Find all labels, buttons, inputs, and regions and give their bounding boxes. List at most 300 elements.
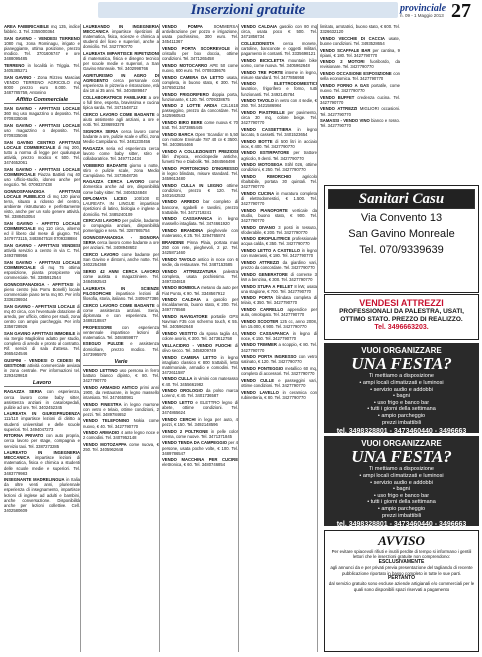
ad-headline: VENDO CULLA: [162, 376, 193, 382]
ad-text: in legno con materassi, € 180. Tel. 3427790770: [241, 248, 317, 259]
ad-text: in vimini con materasso € 40. Tel. 3455661982: [162, 376, 238, 387]
ad-headline: VENDO POMPA: [162, 24, 203, 29]
ad-text: cerca personale con esperienza in pizzeria e ristorazione, età dai 18 ai 35 anni. Tel. 3404589847: [83, 78, 159, 94]
classified-ad: [83, 252, 159, 267]
ad-headline: AREA FABBRICABILE: [4, 24, 49, 29]
classified-ad: [162, 285, 238, 295]
avviso-text: dal servizio gratuito sono escluse aziende artigianali e/o commerciali per le quali sono disponibili spazi riservati a pagamento: [328, 581, 475, 592]
ad-text: C2L1618 passeggino, prezzo da concordare. Tel. 3425960543: [162, 103, 238, 119]
ad-text: o aiuto assistente agli anziani, a ore e notti. Tel. 3286893378: [83, 111, 159, 128]
festa-intro: Ti mettiamo a disposizione: [369, 466, 434, 472]
ad-headline: VENDO 2 MOTORI: [320, 59, 365, 65]
classified-ad: [162, 63, 238, 73]
ad-headline: RAGAZZA: [83, 145, 104, 151]
ad-headline: VENDO LETTINO: [83, 367, 118, 373]
classified-ad: [4, 411, 80, 431]
ad-headline: VENDO LETTO: [162, 400, 193, 406]
ad-headline: VENDO MOTOCARRO: [162, 62, 208, 68]
ad-text: a gasolio per riscaldamento, buono stato, € 200. Tel. 3497778568: [162, 297, 238, 313]
ad-text: primi anni 1900, da restaurare, in legno massello intarsiato. Tel. 3474650981: [83, 384, 159, 400]
column-rule: [159, 24, 160, 652]
classified-ad: [83, 95, 159, 110]
ad-text: portatile, come nuovo. Tel. 3427790770: [320, 82, 400, 93]
ad-headline: RAGAZZA CERCA LAVORO: [83, 179, 145, 185]
ad-text: in lega per auto, 4 pezzi, € 150. Tel. 3492148596: [162, 416, 238, 427]
ad-headline: SAN GAVINO AFFITTASI IMMOBILE: [4, 330, 76, 336]
classified-ad: [241, 307, 317, 317]
ad-text: 360 mq uso magazzino o deposito. Tel. 0709335046: [4, 111, 80, 122]
ad-headline: VENDO ATTREZZATURA: [162, 268, 217, 274]
ad-text: antico in noce con 6 sedie, da restaurare. Tel. 3487153585: [162, 256, 238, 267]
ad-headline: CERCASI LAVORO: [83, 218, 121, 224]
vendesi-title: VENDESI ATTREZZI: [359, 298, 444, 308]
ad-text: con vetro satinato, € 120. Tel. 3427790770: [241, 354, 317, 365]
classified-ad: [241, 225, 317, 235]
ad-text: 125 cc, anno 2008, km 15.000, € 900. Tel. 3427790770: [241, 318, 317, 329]
classified-ad: [241, 378, 317, 388]
classified-ad: [241, 110, 317, 125]
classified-ad: [83, 269, 159, 284]
avviso-title: AVVISO: [378, 533, 425, 548]
ad-text: APE 50 come nuovo, 600 euro. Tel. 0709338676: [162, 62, 238, 73]
ad-headline: VENDO SCOOTER: [241, 318, 279, 324]
classified-ad: [4, 304, 80, 329]
ad-text: bar completo di bancone, sgabelli e tavolini, prezzo trattabile. Tel. 3471719241: [162, 199, 238, 215]
ad-text: uso persona in ferro battuto bianco dipinto, € 80. Tel. 3427790770: [83, 367, 159, 383]
festa-item: • bagni: [393, 486, 410, 493]
ad-headline: SAN GAVINO - AFFITTASI VENDESI: [4, 243, 80, 248]
classified-ad: [83, 73, 159, 93]
ads-column-1: [4, 24, 80, 652]
ad-text: Piazza Battisti mq 40 uso ufficio-studio, idoneo anche per negozio. Tel. 0709337438: [4, 172, 80, 188]
ad-text: per 4 persone, usata poche volte, € 100. Tel. 3489786547: [162, 440, 238, 456]
ad-headline: DIPLOMATA LICEO: [83, 196, 127, 202]
classified-ad: [241, 162, 317, 172]
ad-text: a scoppio, € 80. Tel. 3427790770: [241, 342, 317, 353]
classified-ad: [162, 400, 238, 415]
column-rule: [80, 24, 81, 652]
ad-text: professionale acqua calda, € 350. Tel. 3427790770: [241, 236, 317, 247]
vendesi-attrezzi-ad: [324, 294, 479, 340]
ad-text: di mq 40 circa, con l'eventuale dotazione di arredo, per ufficio, ottimo per studi, zona centro con ampio parcheggio. Per info 3356728926: [4, 303, 80, 330]
ad-text: seria ed esperienza cerca lavoro come baby sitter, stiro e collaboratrice. Tel. 3497712434: [83, 145, 159, 161]
classified-ad: [4, 75, 80, 95]
festa-items: [324, 473, 479, 519]
ad-headline: VENDO FORNO A GAS: [320, 82, 369, 88]
classified-ad: [320, 95, 400, 105]
festa-item: • servizio audio e addobbi: [370, 386, 433, 393]
ad-text: con esperienza, cerca lavoro come baby sitter, assistenza anziani in casa/ospedali, pulizie ad ore. Tel. 3402452345: [4, 389, 80, 410]
ad-headline: VENDO 2 LOTTE ARDIA: [162, 103, 218, 109]
ad-text: in legno marrone con vetro e telaio, ottime condizioni, 2 pezzi. Tel. 3489784652: [83, 401, 159, 417]
ad-headline: CERCO LAVORO: [83, 251, 119, 257]
ad-text: doppia porta, funzionante, € 120. Tel. 0709338675: [162, 91, 238, 102]
ad-text: di olivo secco. Tel. 3458209749: [162, 342, 238, 353]
ad-headline: VENDO PIANOFORTE: [241, 207, 288, 213]
ad-headline: VENDO LETTO A CASTELLO: [241, 248, 301, 254]
classified-ad: [83, 303, 159, 323]
ad-headline: VENDO CASSAPANCA: [162, 216, 213, 222]
ad-headline: VENDO ARMADIO ANTICO: [83, 384, 138, 390]
ad-headline: VENDO STUFA A PELLET: [241, 283, 293, 289]
classified-ad: [162, 199, 238, 214]
classified-ad: [4, 189, 80, 220]
ad-text: mq 135, indice fabbric. 3. Tel. 3355000364: [4, 24, 80, 35]
ad-headline: GONNOSFANADIGA - SIGNORA SERIA: [83, 235, 159, 246]
avviso-text: agli annunci da e per privati previa presentazione del tagliando di recente pubblicazione riportato in basso completo in tutte le sue parti.: [330, 565, 473, 576]
ad-text: cerca monete, cartoline, banconote e oggetti militari, pagamento in contanti. Tel. 3335698121: [241, 40, 317, 57]
classified-ad: [83, 402, 159, 417]
ad-headline: VENDO OCCASIONE ESPOSIZIONE: [320, 71, 392, 77]
classified-ad: [4, 433, 80, 448]
classified-ad: [241, 295, 317, 305]
ad-text: con auto propria, cerca lavoro per stage, compagnia e servizio taxi. Tel. 3387273285: [4, 433, 80, 449]
ad-headline: VOBBERO BADANTE: [83, 162, 128, 168]
sanitari-address: Via Convento 13: [360, 212, 443, 224]
festa-item: • ampi locali climatizzati e luminosi: [359, 473, 444, 479]
ad-text: in legno laccato, 5 cassetti. Tel. 3401523654: [241, 126, 317, 137]
avviso-emphasis: ESCLUSIVAMENTE: [378, 558, 425, 565]
ad-headline: VENDO ARMADIO: [83, 430, 120, 436]
ad-headline: VENDO GENERATORE: [241, 271, 288, 277]
ad-headline: VENDO CULLA IN LEGNO: [162, 182, 223, 188]
classified-ad: [162, 355, 238, 375]
ads-column-3: [162, 24, 238, 652]
ad-text: per trattore agricolo, 9 denti. Tel. 3427790770: [241, 150, 317, 161]
vendesi-line: OTTIMO STATO. PREZZO DI REALIZZO.: [340, 316, 463, 323]
ad-headline: VENDO VESTITO: [162, 330, 198, 336]
ad-headline: VENDO NAVIGATORE: [162, 314, 208, 320]
classified-ad: [83, 385, 159, 400]
ad-headline: VENDO CAMERA LETTO: [162, 354, 217, 360]
festa-item: • ampi locali climatizzati e luminosi: [359, 380, 444, 386]
ad-headline: VENDO CERCHI: [162, 416, 196, 422]
ad-headline: VENDO BICICLETTA: [241, 57, 285, 63]
ad-headline: VENDO TAVOLO: [162, 256, 196, 262]
festa-title: UNA FESTA?: [351, 354, 452, 373]
ad-headline: CERCO LAVORO COME BADANTE: [83, 111, 155, 117]
ad-text: fuoribordo, da revisionare. Tel. 3427790770: [320, 59, 400, 70]
ad-text: come nuova, € 250. Tel. 3405962648: [83, 442, 159, 453]
ad-text: in via Sergio Magliolino adatto per studio, completo di arredo e pronto al contratto. Rif. servizi di sala d'attesa. Tel. 3665424546: [4, 330, 80, 357]
vendesi-line: PROFESSIONALI DA PALESTRA, USATI,: [339, 308, 464, 315]
festa-item: • tutti i giorni della settimana: [367, 406, 436, 413]
ad-text: di mq 200, tutto a norma di legge per qualunque attività, prezzo modico € 500. Tel. 3474652061: [4, 144, 80, 166]
ad-text: limitato, arrotatrici, buono stato, € 600. Tel. 3326632120: [320, 24, 400, 35]
ad-headline: CERCO LAVORO COME BADANTE: [83, 302, 155, 308]
classified-ad: [241, 208, 317, 223]
ad-text: - Zona Rizzeu Mascias VENDO TERRENO AGRICOLO mq 8000 prezzo euro 8.000. Tel. 3487785759, Antonino: [4, 74, 80, 95]
classified-ad: [4, 282, 80, 302]
classified-ad: [4, 358, 80, 378]
classified-ad: [4, 450, 80, 475]
classified-ad: [320, 118, 400, 128]
classified-ad: [241, 24, 317, 39]
ad-text: usate, buone condizioni. Tel. 3493528654: [320, 35, 400, 46]
ad-text: come badante per San Gavino e dintorni, anche notte. Tel. 3402254368: [83, 251, 159, 268]
ad-text: attività servizio a centro in via C. Tel. 3493788956: [4, 248, 80, 259]
classified-ad: [4, 243, 80, 258]
ad-text: e assistenza domiciliare, prezzo modico. Tel. 3473995970: [83, 341, 159, 357]
sanitari-phone: Tel. 070/9339639: [359, 244, 444, 256]
ad-text: da sposa taglia 44, colore avorio, € 300. Tel. 3473612758: [162, 330, 238, 342]
classified-ad: [241, 272, 317, 282]
classified-ad: [4, 63, 80, 73]
ad-text: in legno massello intagliata. Tel. 3474661920: [162, 216, 238, 227]
ad-text: con esperienza ventennale impartisce lezioni di matematica. Tel. 3484659877: [83, 324, 159, 340]
ad-headline: VENDO OROLOGIO: [162, 388, 203, 394]
classified-ad: [320, 106, 400, 116]
classified-ad: [320, 24, 400, 34]
ad-headline: VENDO LAVELLO: [241, 389, 279, 395]
ad-headline: ESEGUO PULIZIE: [83, 341, 124, 347]
ad-headline: SIGNORA SERIA: [83, 128, 119, 134]
ad-headline: SAN GAVINO CENTRO AFFITTASI LOCALE COMMERCIALE: [4, 139, 80, 150]
festa-headline: VUOI ORGANIZZARE: [361, 439, 442, 448]
festa-item: • tutti i giorni della settimana: [367, 499, 436, 506]
ad-text: con sella economica. Tel. 3427790770: [320, 71, 400, 82]
classified-ad: [241, 236, 317, 246]
festa-ad: [324, 436, 479, 529]
classified-ad: [4, 221, 80, 241]
ad-headline: SAN GAVINO: [4, 74, 32, 80]
festa-phones: tel. 3498328801 - 3473460440 - 3496663: [336, 521, 467, 529]
ad-headline: VENDO TENDA DA CAMPEGGIO: [162, 440, 228, 446]
classified-ad: [4, 36, 80, 61]
ad-text: cerca lavoro come badante a ore, pulizie scale e uffici, zona Medio Campidano. Tel. 3481230456: [83, 128, 159, 144]
classified-ad: [241, 260, 317, 270]
ad-headline: BRANDINE: [162, 239, 185, 245]
section-title: Inserzioni gratuite: [190, 2, 306, 18]
classified-ad: [241, 98, 317, 108]
sanitari-title: Sanitari Casu: [328, 189, 475, 209]
ad-headline: VENDO BRANDINA: [162, 228, 204, 234]
ad-text: credenza cucina. Tel. 3427790770: [320, 94, 400, 105]
classified-ad: [241, 58, 317, 68]
ad-headline: VENDO FINESTRA: [83, 401, 122, 407]
festa-items: [324, 380, 479, 426]
ad-text: come domestica anche ad ore, disponibilità come baby sitter. Tel. 3404524848: [83, 179, 159, 195]
ad-headline: VENDO ATTREZZI: [320, 106, 358, 112]
ad-headline: VENDO PIASTRELLE: [241, 109, 285, 115]
ad-headline: VENDO MACCHINA PER CUCIRE: [162, 457, 238, 463]
classified-ad: [241, 174, 317, 189]
classified-ad: [162, 440, 238, 455]
ad-headline: VENDO DIVANO: [241, 224, 276, 230]
sanitari-casu-ad: [324, 185, 479, 293]
ad-headline: TERRENO: [4, 62, 25, 68]
sanitari-city: San Gavino Monreale: [348, 228, 455, 240]
festa-item: prezzi imbattibili: [381, 512, 422, 519]
ad-headline: VELLACIDRO - VENDO FUOCHI: [162, 342, 232, 348]
ad-headline: AGRITURISMO IN AGRO DI AGRIGENTO: [83, 73, 159, 84]
ad-headline: LAUREATA IMPARTISCE RIPETIZIONI: [83, 51, 159, 57]
ad-headline: VENDO BARCA: [162, 131, 194, 137]
ad-headline: VENDO VECCHIE DI CACCIA: [320, 35, 385, 41]
ad-headline: VENDO ARREDO: [162, 199, 200, 205]
classified-ad: [162, 216, 238, 226]
classified-ad: [162, 183, 238, 198]
ad-headline: LAUREANDO IN INGEGNERIA MECCANICA: [83, 24, 159, 35]
ad-text: in legno blindato, misure standard. Tel. 3459613480: [162, 170, 238, 181]
classified-ad: [162, 228, 238, 238]
ad-text: per pulizie, badante o compagnia anziani, disponibilità pomeriggio e sera. Tel. 3287865754: [83, 218, 159, 234]
avviso-emphasis: PERTANTO: [387, 575, 416, 582]
ad-text: appendice per auto, omologato. Tel. 3427790770: [241, 307, 317, 318]
classified-ad: [83, 129, 159, 144]
ad-headline: VENDO MOTOSEGA: [241, 162, 283, 168]
classified-ad: [83, 112, 159, 127]
festa-intro: Ti mettiamo a disposizione: [369, 373, 434, 379]
classified-ad: [83, 179, 159, 194]
ad-headline: VENDO CAMERA DA LETTO: [162, 74, 224, 80]
ad-text: impartisce lezioni di filosofia, storia, italiano. Tel. 3409477386: [83, 290, 159, 301]
ad-text: attività commerciale avviata in zona centrale. Per informazioni tel. 3293429818: [4, 363, 80, 379]
ad-headline: SAN GAVINO - AFFITTASI LOCALE: [4, 303, 76, 309]
classified-ad: [241, 354, 317, 364]
classified-ad: [320, 36, 400, 46]
classified-ad: [4, 260, 80, 280]
ad-headline: LAUREATA IN SCIENZE FILOSOFICHE: [83, 285, 159, 296]
ad-text: da giardino vari, prezzo da concordare. Tel. 3427790770: [241, 259, 317, 271]
ad-text: SOMMERSA antivibrazione per pozzo e irrigazione, usata pochissimo, 300 euro. Tel. 345411367: [162, 24, 238, 45]
classified-ad: [83, 51, 159, 71]
festa-item: • servizio audio e addobbi: [370, 479, 433, 486]
classified-ad: [83, 418, 159, 428]
ad-text: elettronica, € 60. Tel. 3480746854: [162, 462, 226, 468]
ad-headline: SAN GAVINO - AFFITTO LOCALE COMMERCIALE: [4, 221, 80, 232]
ad-text: 3 posti in tessuto, sfoderabile, € 200. Tel. 3427790770: [241, 224, 317, 235]
ad-text: come nuova € 70 tratt. Tel. 3473865445: [162, 120, 238, 131]
ad-headline: VENDO MOTOZAPPA: [83, 442, 127, 447]
classified-ad: [83, 341, 159, 356]
ad-text: in legno di noce, € 150. Tel. 3427790770: [241, 330, 317, 341]
classified-ad: [162, 75, 238, 90]
ad-headline: VENDO PONTEGGIO: [241, 365, 284, 371]
classified-ad: [83, 430, 159, 440]
avviso-text: Per evitare spiacevoli rifiuti e inutili perdite di tempo si informano i gentili lettori che le inserzioni gratuite non comprendono:: [331, 549, 472, 560]
classified-ad: [162, 343, 238, 353]
ad-text: giorno o notte, stiro e pulizie scale, zona Medio Campidano. Tel. 3473648726: [83, 162, 159, 178]
ads-column-5: [320, 24, 400, 204]
ad-headline: VENDO CULLE: [241, 377, 275, 383]
ad-headline: SAN GAVINO - AFFITTASI LOCALE COMMERCIALE: [4, 166, 80, 177]
ad-text: Open 'Scandia' m 5,50 con motore Envirude 787 40 cv € 3500. Tel. 3403654466: [162, 131, 238, 148]
ad-headline: SERIO 42 ANNI CERCA LAVORO: [83, 268, 159, 274]
ad-text: 8 kW, usata una stagione, € 700. Tel. 3427790770: [241, 283, 317, 294]
ad-text: di mq 75 ottima esposizione, pianta prospicente via commerciale. Tel. 3385912544: [4, 264, 80, 281]
section-heading: Affitto Commerciale: [4, 98, 80, 104]
ads-column-4: [241, 24, 317, 652]
ad-text: in vetro con 4 sedie, € 250. Tel. 3421586984: [241, 98, 317, 109]
page-number: 27: [451, 0, 471, 22]
ad-headline: VENDO FRIGORIFERO: [162, 91, 209, 97]
ad-text: cerca lavoro come badante a ore per anziani. Tel. 3408948602: [83, 240, 159, 251]
ad-headline: VENDO TRIMMER: [241, 342, 277, 348]
section-heading: Lavoro: [4, 381, 80, 387]
classified-ad: [241, 191, 317, 206]
classified-ad: [162, 297, 238, 312]
classified-ad: [162, 132, 238, 147]
classified-ad: [162, 46, 238, 61]
ad-text: come autista o magazziniere. Tel. 3484592543: [83, 273, 159, 285]
ad-headline: VENDO CALDAIA: [162, 297, 201, 303]
ad-headline: RITORNA PRIVATO: [4, 433, 44, 439]
classified-ad: [4, 167, 80, 187]
classified-ad: [83, 442, 159, 452]
ad-text: in muratura completa di elettrodomestici, € 1.500. Tel. 3427790770: [241, 190, 317, 207]
classified-ad: [162, 120, 238, 130]
ad-text: ottime condizioni, prezzo € 120. Tel. 3401642532: [162, 182, 238, 198]
festa-headline: VUOI ORGANIZZARE: [361, 346, 442, 355]
ad-headline: GONNOSFANADIGA - AFFITTASI: [4, 281, 74, 287]
ad-text: 1080 mq, zona Rominagu, irrigato e pianeggiante, ottima posizione, prezzo modico. Tel. 3701606747 e ore 3488095485: [4, 40, 80, 62]
newspaper-brand: provinciale: [400, 3, 447, 14]
ad-text: MIGLIORI occasioni. Tel. 3427790770: [320, 106, 400, 117]
ad-text: agricolo ribaltabile, portata 30 quintali. Tel. 3427790770: [241, 173, 317, 190]
classified-ad: [320, 48, 400, 58]
ad-headline: VENDO ATTREZZI: [241, 259, 280, 265]
classified-ad: [241, 284, 317, 294]
ad-text: mountain bike uomo, come nuova. Tel. 3405962648: [241, 57, 317, 68]
ad-text: e ELETTRO legno di abete, ottime condizioni. Tel. 3474865624: [162, 400, 238, 416]
ad-text: metallico 60 mq, completo di accessori. Tel. 3427790770: [241, 365, 317, 377]
ad-headline: VENDO TRE PORTE: [241, 69, 284, 75]
ad-headline: VENDO PORTA SCORREVOLE: [162, 45, 230, 51]
ad-text: per pavimento, circa 30 mq, colore beige. Tel. 3427790770: [241, 109, 317, 126]
ad-headline: SAMASSI - VENDO VINO: [320, 118, 370, 124]
ad-headline: SAN GAVINO - VENDESI TERRENO: [4, 35, 80, 41]
ad-text: Nokia come nuovo, € 40. Tel. 3427790770: [83, 418, 159, 429]
ad-headline: VENDO CUCINA: [241, 190, 275, 196]
ad-text: metano da auto per Fiat Punto, € 90. Tel. 3348567912: [162, 285, 238, 296]
page-header: [0, 0, 482, 22]
classified-ad: [162, 388, 238, 398]
ad-text: 100/100 E LAUREATA IN LINGUE impartisce ripetizioni di latino, biologia e inglese a domicilio. Tel. 3485240109: [83, 196, 159, 217]
ad-text: in legno intagliato classico € 800 trattabili, letto matrimoniale, armadio e comodini. Tel. 3472611587: [162, 354, 238, 375]
classified-ad: [241, 70, 317, 80]
classified-ad: [241, 342, 317, 352]
classified-ad: [241, 390, 317, 400]
festa-item: • bagni: [393, 393, 410, 400]
classified-ad: [162, 429, 238, 439]
ad-headline: VENDO BUFFET: [320, 94, 355, 100]
ad-text: impartisce ripetizioni di matematica, fisica, scienze e chimica a studenti del liceo e superiori, anche a domicilio. Tel. 3427790770: [83, 29, 159, 50]
ad-headline: VENDO PORTA INGRESSO: [241, 354, 297, 360]
ad-headline: VENDO TELEFONINO: [83, 418, 130, 424]
ad-text: impartisce lezioni di matematica, fisica e chimica a studenti delle scuole medie e superiori. Tel. 3483779983: [4, 455, 80, 476]
ad-text: gasolio con 80 mq circa, usata poco € 500. Tel. 3471856734: [241, 24, 317, 40]
classified-ad: [162, 257, 238, 267]
ad-text: lavatrice, frigorifero e forno, tutti funzionanti. Tel. 3492145784: [241, 86, 317, 97]
classified-ad: [320, 83, 400, 93]
ad-text: 111/110 impartisce lezioni di diritto a studenti universitari e delle scuole superiori. Tel. 3494047273: [4, 416, 80, 432]
ad-headline: GONNOSFANADIGA AFFITTASI LOCALE PUBBLICO: [4, 188, 80, 199]
classified-ad: [162, 149, 238, 164]
classified-ad: [83, 163, 159, 178]
classified-ad: [162, 240, 238, 255]
ad-text: in località in Triggia. Tel. 3405385271: [4, 62, 80, 73]
ad-text: verticale da studio, buono stato, € 900. Tel. 3427790770: [241, 207, 317, 223]
vendesi-phone: Tel. 3496663203.: [374, 324, 429, 331]
ad-headline: VENDO 2 POLTRONE: [162, 428, 209, 434]
ad-text: di mq 120 piano terra, situato a ridosso del centro, ambiente ristrutturato e perfettamente visto, anche per un solo genere attività. Tel. 3388453054: [4, 193, 80, 220]
ad-headline: VENDO PORTA: [241, 295, 274, 301]
classified-ad: [320, 59, 400, 69]
ad-headline: SAN GAVINO - AFFITTASI LOCALE: [4, 122, 80, 128]
ad-headline: SAN GAVINO - AFFITTASI LOCALE: [4, 106, 80, 112]
festa-title: UNA FESTA?: [351, 447, 452, 466]
